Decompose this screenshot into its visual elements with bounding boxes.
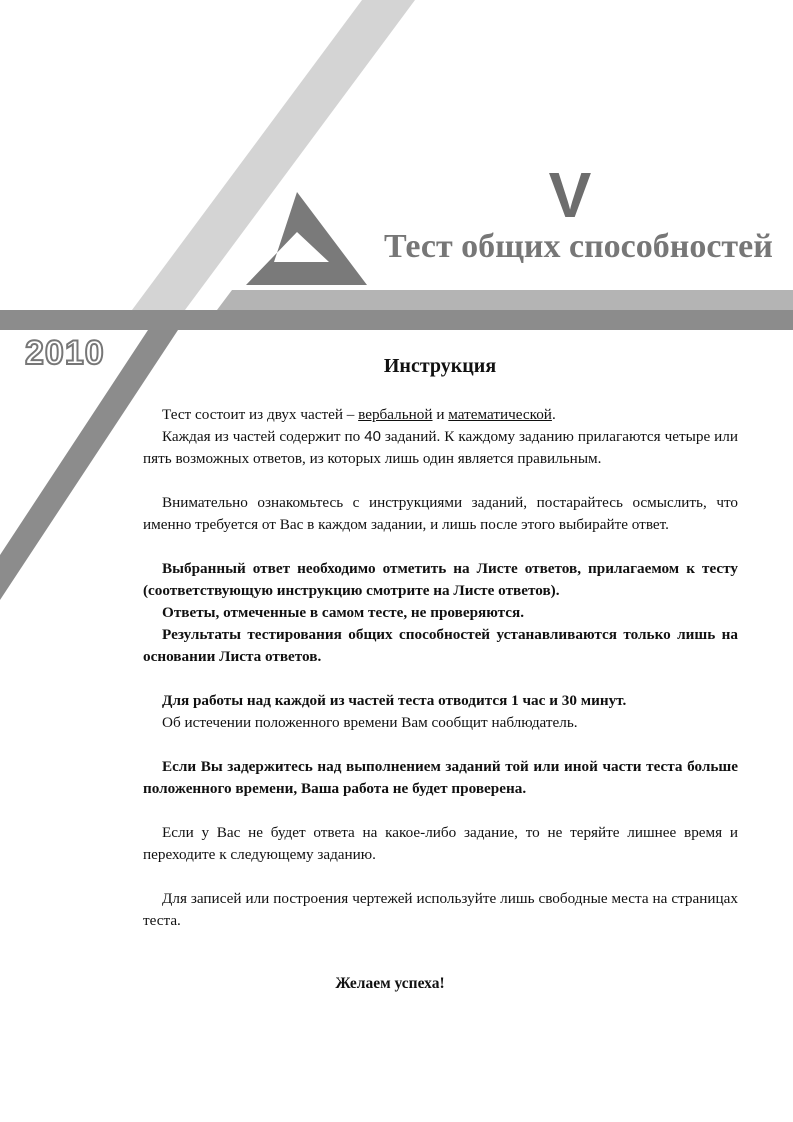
paragraph-skip: Если у Вас не будет ответа на какое-либо задание, то не теряйте лишнее время и переходите к следующему заданию. <box>143 824 738 863</box>
paragraph-observer: Об истечении положенного времени Вам сообщит наблюдатель. <box>162 714 578 731</box>
paragraph-overtime <box>143 756 738 800</box>
math-part-link: математической <box>448 406 552 423</box>
bold-text: Для работы над каждой из частей теста отводится 1 час и 30 минут. <box>162 692 627 709</box>
paragraph-results <box>143 624 738 668</box>
instructions-heading: Инструкция <box>383 355 497 377</box>
paragraph-tasks <box>143 426 738 470</box>
task-count: 40 <box>364 428 381 445</box>
text-span: . <box>551 406 556 423</box>
bold-text: Результаты тестирования общих способностей устанавливаются только лишь на основании Листа ответов. <box>143 626 738 665</box>
triangle-logo <box>246 192 367 285</box>
bold-text: Если Вы задержитесь над выполнением заданий той или иной части теста больше положенного времени, Ваша работа не будет проверена. <box>143 758 738 797</box>
paragraph-parts <box>143 404 738 426</box>
paragraph-read-carefully: Внимательно ознакомьтесь с инструкциями заданий, постарайтесь осмыслить, что именно требуется от Вас в каждом задании, и лишь после этого выбирайте ответ. <box>143 494 738 533</box>
paragraph-answer-sheet <box>143 558 738 602</box>
horizontal-band <box>217 290 793 310</box>
paragraph-not-checked <box>143 602 738 624</box>
paragraph-drafts: Для записей или построения чертежей используйте лишь свободные места на страницах теста. <box>143 890 738 929</box>
text-span: Каждая из частей содержит по <box>162 428 365 445</box>
test-title: Тест общих способностей <box>384 228 773 265</box>
instructions-body <box>143 404 738 932</box>
dark-horizontal-band <box>0 310 793 330</box>
text-span: Тест состоит из двух частей – <box>162 406 359 423</box>
year-label: 2010 <box>25 334 105 372</box>
paragraph-time <box>143 690 738 712</box>
roman-numeral: V <box>548 159 592 231</box>
text-span: и <box>432 406 449 423</box>
bold-text: Выбранный ответ необходимо отметить на Листе ответов, прилагаемом к тесту (соответствующую инструкцию смотрите на Листе ответов). <box>143 560 738 599</box>
text-span: заданий. К каждому заданию прилагаются четыре или пять возможных ответов, из которых лишь один является правильным. <box>143 428 739 467</box>
closing-wish: Желаем успеха! <box>335 975 445 992</box>
verbal-part-link: вербальной <box>358 406 433 423</box>
bold-text: Ответы, отмеченные в самом тесте, не проверяются. <box>162 604 525 621</box>
